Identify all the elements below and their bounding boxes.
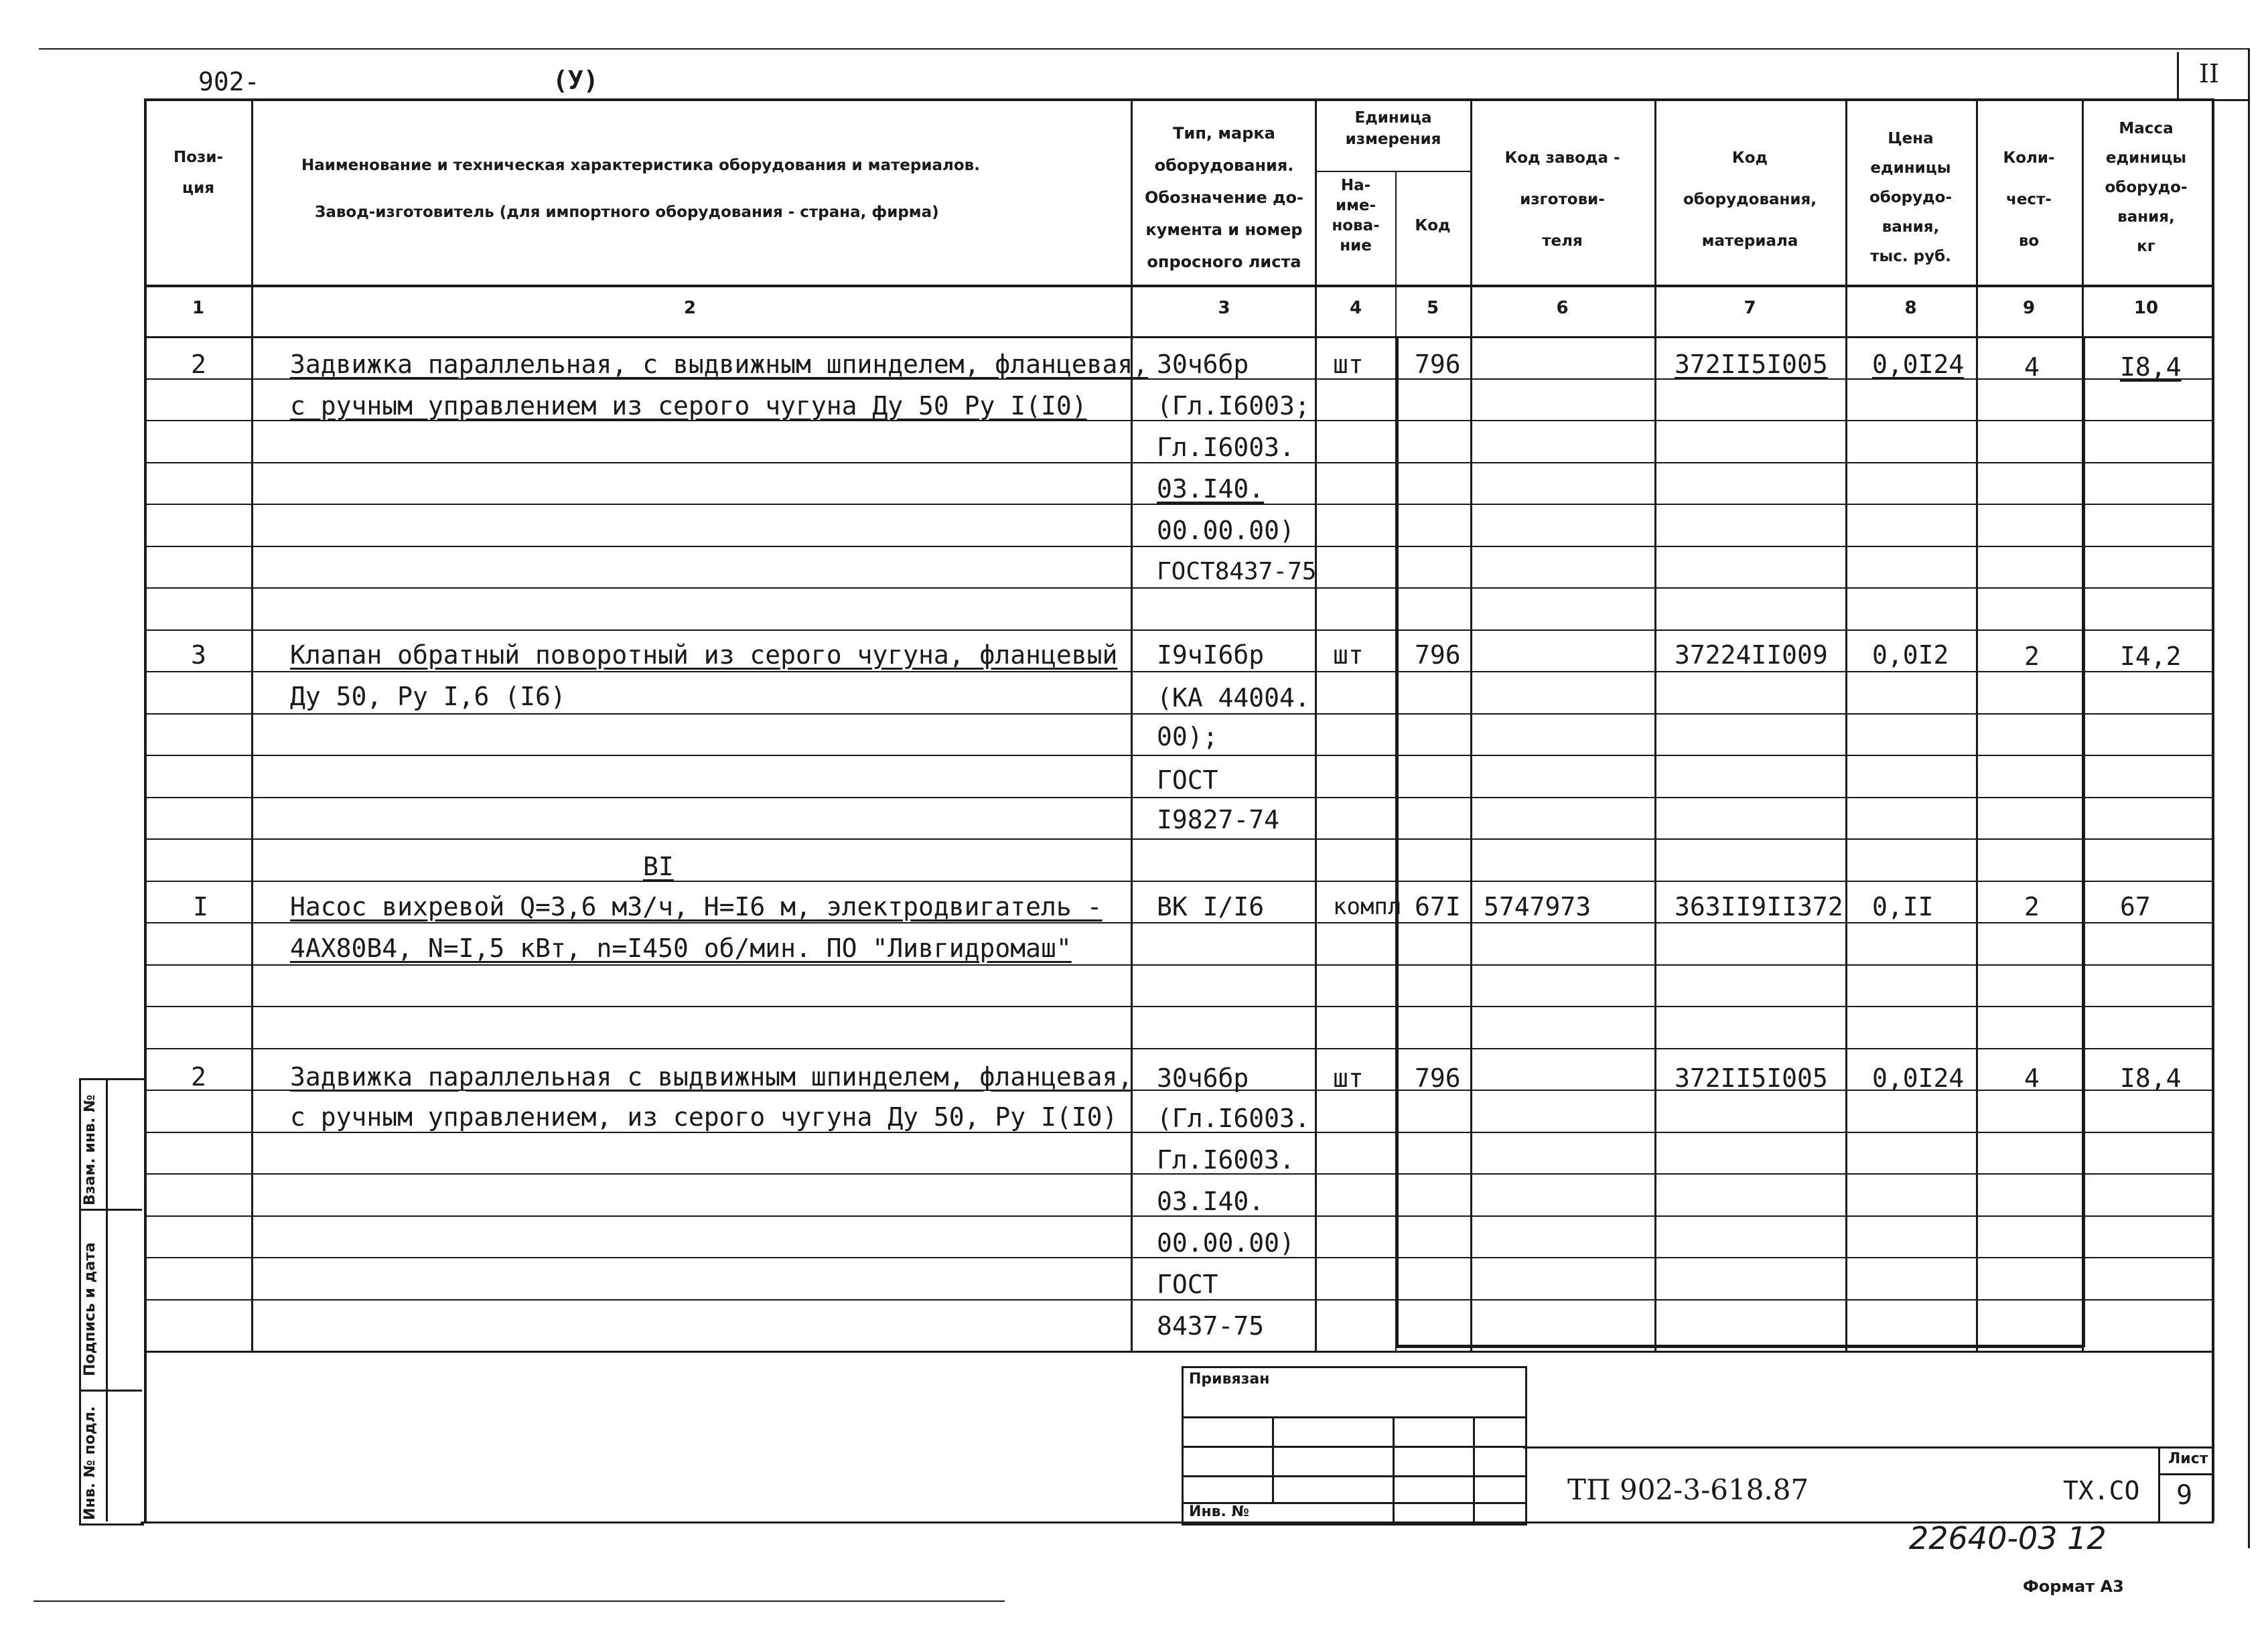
row-2-type-line-1: I9чI6бр — [1157, 640, 1265, 670]
header-price-line-4: вания, — [1882, 218, 1940, 236]
row-3-equipment-code: 363II9II372 — [1675, 892, 1843, 921]
row-4-type-line-2: (Гл.I6003. — [1157, 1104, 1310, 1133]
row-4-mass: I8,4 — [2120, 1063, 2182, 1093]
header-top-border — [144, 98, 2212, 101]
row-4-price: 0,0I24 — [1872, 1063, 1965, 1093]
header-unit-line-2: измерения — [1345, 131, 1441, 148]
table-bottom-border — [144, 1351, 2212, 1353]
row-3-plant-code: 5747973 — [1484, 892, 1591, 921]
row-4-unit: шт — [1333, 1063, 1364, 1093]
side-strip-divider-2 — [79, 1390, 142, 1392]
col-line-1 — [251, 98, 253, 1351]
header-qty-line-3: во — [2018, 232, 2040, 250]
header-unit-name-line-2: име- — [1335, 197, 1376, 214]
header-type-line-5: опросного листа — [1147, 252, 1301, 271]
row-line-11 — [144, 797, 2212, 798]
header-type-line-3: Обозначение до- — [1145, 188, 1303, 207]
header-mass-line-2: единицы — [2105, 149, 2187, 167]
row-2-mass: I4,2 — [2120, 642, 2182, 671]
header-name-line-1: Наименование и техническая характеристика оборудования и материалов. — [301, 157, 980, 174]
col-line-5 — [1470, 98, 1472, 1351]
row-3-name-line-2: 4АХ80В4, N=I,5 кВт, n=I450 об/мин. ПО "Ливгидромаш" — [290, 934, 1072, 963]
row-1-unit: шт — [1333, 350, 1364, 379]
row-4-position: 2 — [191, 1062, 206, 1092]
top-left-code: 902- — [198, 67, 260, 96]
row-3-unit-code: 67I — [1415, 892, 1461, 921]
row-2-unit-code: 796 — [1415, 640, 1461, 670]
column-number-8: 8 — [1904, 298, 1917, 318]
row-line-6 — [144, 587, 2212, 589]
header-position-line-2: ция — [182, 179, 214, 197]
header-mass-line-4: вания, — [2117, 208, 2175, 226]
side-label-original-inv: Инв. № подл. — [82, 1406, 98, 1520]
row-line-23 — [144, 1299, 2212, 1300]
row-1-type-line-6: ГОСТ8437-75 — [1157, 558, 1317, 585]
header-position — [146, 142, 251, 204]
header-unit-line-1: Единица — [1354, 109, 1432, 127]
row-1-equipment-code: 372II5I005 — [1675, 350, 1828, 379]
row-4-type-line-7: 8437-75 — [1157, 1311, 1265, 1341]
row-1-type-line-5: 00.00.00) — [1157, 516, 1295, 545]
row-4-name-line-2: с ручным управлением, из серого чугуна Ду 50, Ру I(I0) — [290, 1102, 1118, 1132]
row-2-equipment-code: 37224II009 — [1675, 640, 1828, 670]
row-1-type-line-4: 03.I40. — [1157, 474, 1265, 504]
header-unit — [1316, 107, 1470, 150]
row-3-type-line-1: ВК I/I6 — [1157, 892, 1265, 921]
header-unit-code: Код — [1415, 217, 1451, 234]
column-number-2: 2 — [683, 298, 697, 318]
header-name-line-2: Завод-изготовитель (для импортного оборудования - страна, фирма) — [315, 204, 939, 221]
row-2-type-line-5: I9827-74 — [1157, 805, 1280, 834]
col-line-2 — [1131, 98, 1133, 1351]
column-number-4: 4 — [1349, 298, 1362, 318]
header-position-line-1: Пози- — [173, 149, 224, 166]
header-qty-line-2: чест- — [2006, 191, 2052, 208]
row-2-position: 3 — [191, 640, 206, 670]
sheet-box-divider — [2160, 1473, 2214, 1475]
row-4-name-line-1: Задвижка параллельная с выдвижным шпинделем, фланцевая, — [290, 1062, 1133, 1092]
sheet-number-top: II — [2199, 59, 2220, 88]
column-number-6: 6 — [1556, 298, 1569, 318]
row-1-unit-code: 796 — [1415, 350, 1461, 379]
archive-number: 22640-03 12 — [1909, 1520, 2107, 1556]
header-equipment-code-line-2: оборудования, — [1683, 191, 1817, 208]
header-mass-line-1: Масса — [2119, 120, 2174, 137]
column-number-10: 10 — [2133, 298, 2159, 318]
binding-stamp — [1182, 1366, 1527, 1526]
row-line-8 — [144, 671, 2212, 672]
row-2-qty: 2 — [2024, 642, 2040, 671]
header-type-line-1: Тип, марка — [1173, 124, 1275, 143]
header-price-line-1: Цена — [1888, 130, 1934, 147]
row-3-qty: 2 — [2024, 892, 2040, 921]
row-3-position: I — [193, 892, 208, 921]
header-plant-code — [1470, 137, 1654, 262]
project-number: ТП 902-3-618.87 — [1567, 1473, 1809, 1506]
column-number-5: 5 — [1426, 298, 1439, 318]
row-2-type-line-4: ГОСТ — [1157, 765, 1218, 795]
column-number-9: 9 — [2022, 298, 2036, 318]
header-equipment-code — [1654, 137, 1845, 262]
title-top-line — [1523, 1446, 2213, 1448]
header-price — [1845, 124, 1976, 271]
inv-label: Инв. № — [1189, 1503, 1250, 1520]
header-bottom-border — [144, 285, 2212, 287]
binding-stamp-label: Привязан — [1189, 1371, 1270, 1388]
column-number-3: 3 — [1218, 298, 1230, 318]
row-3-price: 0,II — [1872, 892, 1934, 921]
row-line-13 — [144, 881, 2212, 882]
row-line-5 — [144, 546, 2212, 547]
row-line-15 — [144, 964, 2212, 966]
side-strip-divider-1 — [79, 1209, 142, 1211]
row-3-name-line-1: Насос вихревой Q=3,6 м3/ч, H=I6 м, электродвигатель - — [290, 892, 1103, 921]
row-1-type-line-2: (Гл.I6003; — [1157, 391, 1310, 421]
unit-header-divider — [1315, 171, 1470, 172]
col-line-10 — [2212, 98, 2214, 1521]
header-unit-name-line-4: ние — [1340, 237, 1372, 254]
row-1-type-line-3: Гл.I6003. — [1157, 433, 1295, 462]
row-2-type-line-3: 00); — [1157, 722, 1218, 751]
format-label: Формат А3 — [2023, 1577, 2124, 1596]
col-line-7 — [1845, 98, 1847, 1351]
header-qty-line-1: Коли- — [2003, 149, 2055, 167]
header-price-line-3: оборудо- — [1869, 189, 1953, 206]
column-number-1: 1 — [192, 298, 205, 318]
header-mass-line-5: кг — [2137, 238, 2155, 255]
row-1-position: 2 — [191, 350, 206, 379]
row-1-name-line-1: Задвижка параллельная, с выдвижным шпинделем, фланцевая, — [290, 350, 1149, 379]
row-line-4 — [144, 504, 2212, 505]
header-qty — [1976, 137, 2082, 262]
row-line-16 — [144, 1006, 2212, 1007]
row-1-qty: 4 — [2024, 352, 2040, 382]
row-line-10 — [144, 755, 2212, 756]
thick-col-10 — [2082, 336, 2085, 1347]
col-line-8 — [1976, 98, 1978, 1351]
header-equipment-code-line-1: Код — [1731, 149, 1768, 167]
sheet-box — [2158, 1446, 2214, 1521]
row-4-type-line-6: ГОСТ — [1157, 1270, 1218, 1299]
sheet-number: 9 — [2176, 1480, 2193, 1511]
side-label-replace-inv: Взам. инв. № — [82, 1094, 98, 1205]
side-strip-inner — [106, 1078, 108, 1521]
section-code: ТХ.СО — [2063, 1476, 2140, 1505]
header-type-line-2: оборудования. — [1154, 156, 1294, 175]
row-2-name-line-2: Ду 50, Ру I,6 (I6) — [290, 682, 566, 711]
row-2-unit: шт — [1333, 640, 1364, 670]
header-mass-line-3: оборудо- — [2105, 179, 2188, 196]
row-2-name-line-1: Клапан обратный поворотный из серого чугуна, фланцевый — [290, 640, 1118, 670]
header-unit-name-line-3: нова- — [1332, 217, 1380, 234]
header-plant-code-line-3: теля — [1542, 232, 1583, 250]
column-number-bottom-border — [144, 336, 2212, 338]
row-4-qty: 4 — [2024, 1063, 2040, 1093]
row-4-type-line-1: 30ч6бр — [1157, 1063, 1249, 1093]
row-4-unit-code: 796 — [1415, 1063, 1461, 1093]
row-3-mass: 67 — [2120, 892, 2151, 921]
row-2-type-line-2: (КА 44004. — [1157, 683, 1310, 713]
row-line-12 — [144, 838, 2212, 840]
col-line-6 — [1654, 98, 1656, 1351]
section-label: BI — [643, 852, 674, 881]
header-type — [1132, 117, 1316, 278]
row-4-equipment-code: 372II5I005 — [1675, 1063, 1828, 1093]
sheet-bottom-border — [141, 1521, 2214, 1523]
col-line-3 — [1315, 98, 1317, 1351]
header-price-line-5: тыс. руб. — [1870, 248, 1951, 265]
row-1-price: 0,0I24 — [1872, 350, 1965, 379]
side-label-signature-date: Подпись и дата — [82, 1242, 98, 1376]
row-3-unit: компл — [1333, 893, 1402, 920]
row-2-price: 0,0I2 — [1872, 640, 1949, 670]
row-line-14 — [144, 922, 2212, 923]
row-line-9 — [144, 713, 2212, 715]
row-4-type-line-3: Гл.I6003. — [1157, 1145, 1295, 1175]
row-4-type-line-4: 03.I40. — [1157, 1187, 1265, 1216]
row-line-3 — [144, 462, 2212, 463]
row-4-type-line-5: 00.00.00) — [1157, 1228, 1295, 1258]
thick-bottom-inner — [1395, 1345, 2082, 1348]
header-plant-code-line-1: Код завода - — [1504, 149, 1620, 167]
sheet-label: Лист — [2168, 1451, 2208, 1467]
header-mass — [2082, 114, 2210, 261]
row-line-17 — [144, 1048, 2212, 1049]
row-1-mass: I8,4 — [2120, 352, 2182, 382]
header-unit-name — [1316, 175, 1395, 256]
header-name — [255, 142, 1172, 236]
row-1-name-line-2: с ручным управлением из серого чугуна Ду 50 Ру I(I0) — [290, 391, 1087, 421]
header-equipment-code-line-3: материала — [1701, 232, 1798, 250]
stamp-vline-2 — [1393, 1416, 1395, 1523]
row-1-type-line-1: 30ч6бр — [1157, 350, 1249, 379]
stamp-vline-1 — [1272, 1416, 1274, 1503]
row-line-7 — [144, 629, 2212, 631]
header-type-line-4: кумента и номер — [1145, 220, 1303, 239]
column-number-7: 7 — [1744, 298, 1756, 318]
thick-col-5 — [1395, 336, 1399, 1347]
top-marker: (У) — [553, 66, 599, 95]
header-unit-name-line-1: На- — [1340, 177, 1371, 194]
header-plant-code-line-2: изготови- — [1520, 191, 1605, 208]
header-price-line-2: единицы — [1870, 159, 1951, 177]
stamp-vline-3 — [1473, 1416, 1475, 1523]
